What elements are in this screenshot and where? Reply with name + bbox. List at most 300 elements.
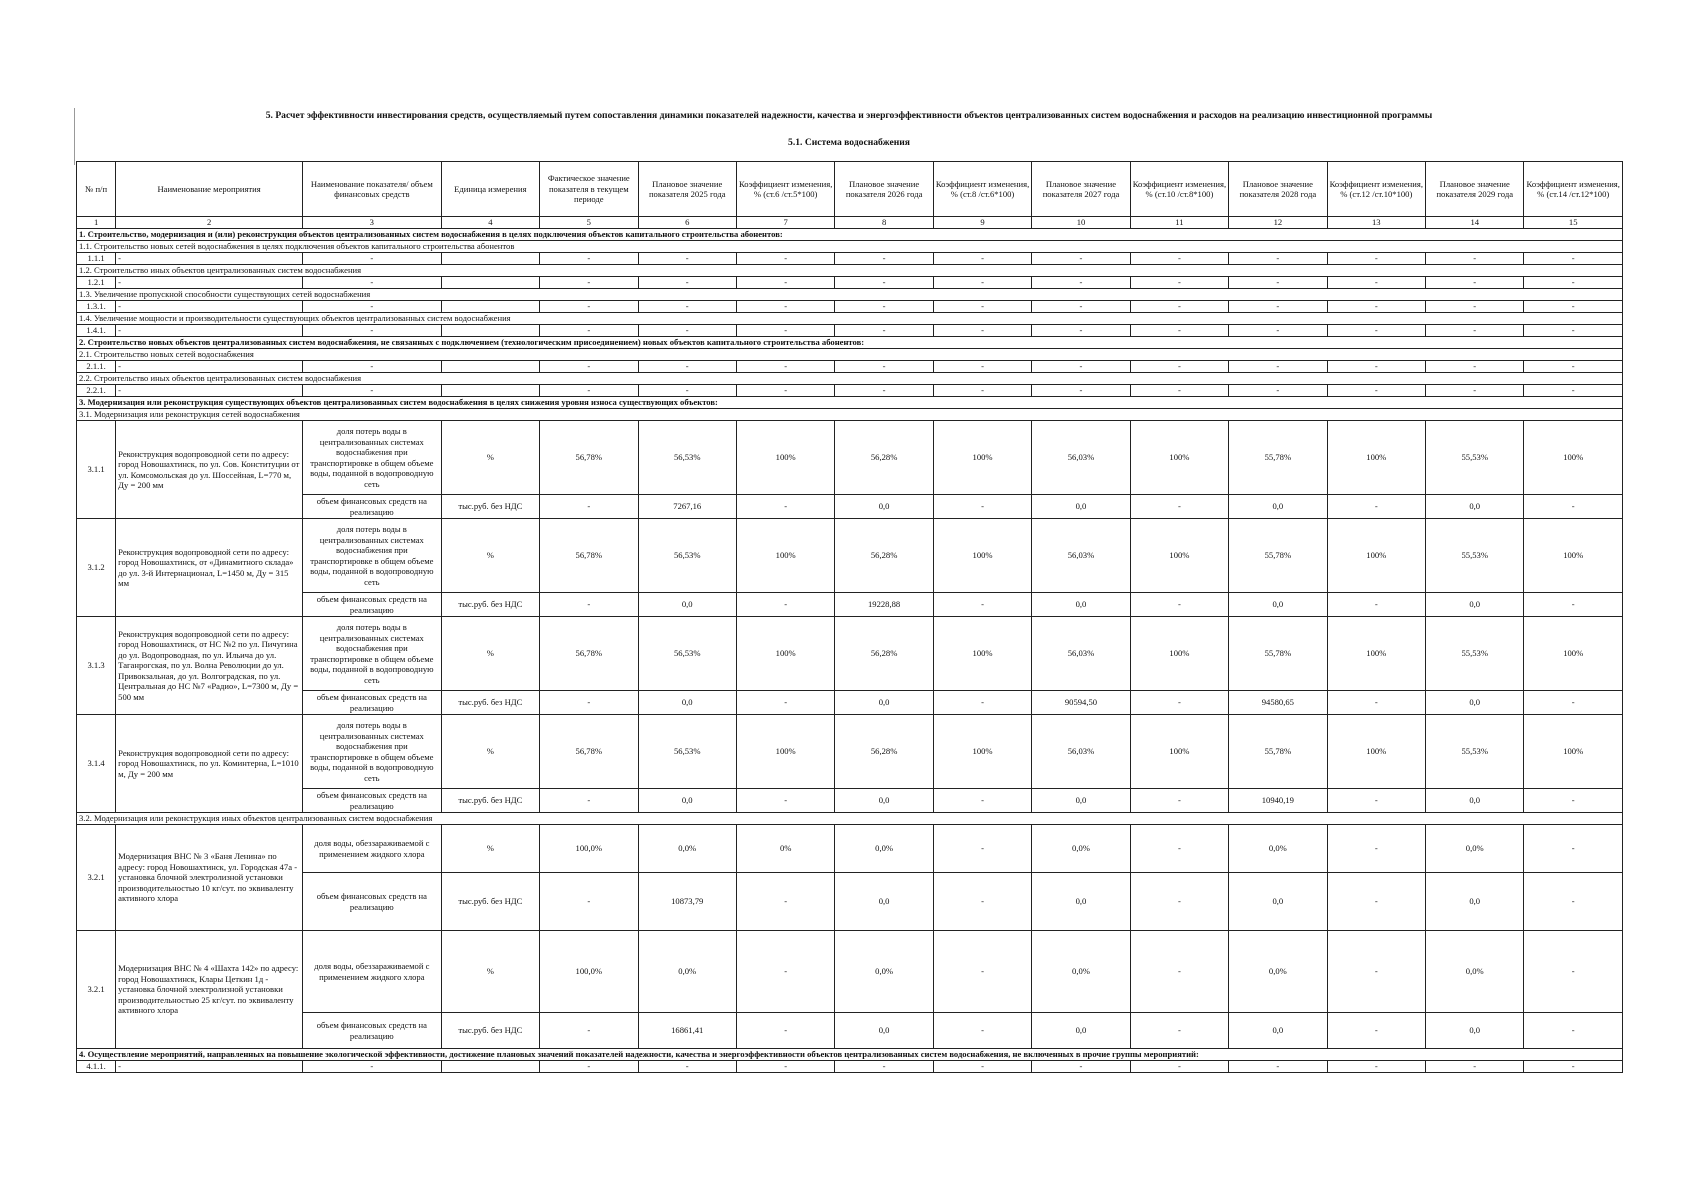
table-cell: - — [1032, 325, 1130, 337]
value-cell: 56,28% — [835, 519, 933, 593]
indicator-name: объем финансовых средств на реализацию — [303, 789, 442, 813]
table-cell: - — [303, 385, 442, 397]
section-row — [77, 265, 1623, 277]
indicator-name: доля воды, обеззараживаемой с применением жидкого хлора — [303, 931, 442, 1013]
value-cell: 100,0% — [540, 825, 638, 873]
column-number: 15 — [1524, 217, 1623, 229]
value-cell: 0,0% — [638, 931, 736, 1013]
indicator-name: объем финансовых средств на реализацию — [303, 1013, 442, 1049]
value-cell: - — [1524, 495, 1623, 519]
row-number: 1.2.1 — [77, 277, 116, 289]
value-cell: - — [1524, 931, 1623, 1013]
value-cell: 55,53% — [1426, 421, 1524, 495]
value-cell: 56,53% — [638, 421, 736, 495]
row-number: 3.1.3 — [77, 617, 116, 715]
table-cell: - — [638, 301, 736, 313]
header-cell: Плановое значение показателя 2029 года — [1426, 162, 1524, 217]
value-cell: 10940,19 — [1229, 789, 1327, 813]
value-cell: 0,0 — [835, 873, 933, 931]
value-cell: - — [1130, 691, 1228, 715]
value-cell: 56,28% — [835, 715, 933, 789]
table-cell: - — [1032, 277, 1130, 289]
table-cell: - — [1229, 253, 1327, 265]
section-title: 2.1. Строительство новых сетей водоснабжения — [77, 349, 1623, 361]
table-cell: - — [1327, 385, 1425, 397]
table-row — [77, 385, 1623, 397]
table-cell: - — [933, 385, 1031, 397]
value-cell: - — [1327, 931, 1425, 1013]
indicator-name: доля потерь воды в централизованных системах водоснабжения при транспортировке в общем объеме воды, поданной в водопроводную сеть — [303, 421, 442, 495]
table-row — [77, 277, 1623, 289]
section-row — [77, 229, 1623, 241]
section-row — [77, 289, 1623, 301]
measure-name: Модернизация ВНС № 4 «Шахта 142» по адресу: город Новошахтинск, Клары Цеткин 1д - установка блочной электролизной установки производительностью 25 кг/сут. по эквиваленту активного хлора — [116, 931, 303, 1049]
value-cell: 7267,16 — [638, 495, 736, 519]
row-number: 1.4.1. — [77, 325, 116, 337]
row-number: 3.1.4 — [77, 715, 116, 813]
value-cell: - — [933, 593, 1031, 617]
table-cell: - — [638, 1061, 736, 1073]
section-title: 1.4. Увеличение мощности и производительности существующих объектов централизованных систем водоснабжения — [77, 313, 1623, 325]
table-cell: - — [835, 1061, 933, 1073]
table-cell: - — [1130, 301, 1228, 313]
value-cell: - — [1327, 873, 1425, 931]
table-cell: - — [540, 325, 638, 337]
table-cell: - — [1426, 253, 1524, 265]
unit-cell: тыс.руб. без НДС — [441, 873, 539, 931]
value-cell: 56,28% — [835, 421, 933, 495]
column-number: 12 — [1229, 217, 1327, 229]
table-cell: - — [1032, 361, 1130, 373]
section-title: 1. Строительство, модернизация и (или) реконструкция объектов централизованных систем водоснабжения в целях подключения объектов капитального строительства абонентов: — [77, 229, 1623, 241]
value-cell: 55,53% — [1426, 519, 1524, 593]
document-subtitle: 5.1. Система водоснабжения — [788, 137, 910, 148]
value-cell: 0,0 — [638, 691, 736, 715]
table-cell — [441, 325, 539, 337]
header-cell: Плановое значение показателя 2027 года — [1032, 162, 1130, 217]
indicator-name: доля потерь воды в централизованных системах водоснабжения при транспортировке в общем объеме воды, поданной в водопроводную сеть — [303, 519, 442, 593]
table-cell: - — [1229, 301, 1327, 313]
value-cell: 0,0% — [638, 825, 736, 873]
unit-cell: тыс.руб. без НДС — [441, 691, 539, 715]
value-cell: - — [540, 691, 638, 715]
table-cell — [441, 277, 539, 289]
value-cell: 56,03% — [1032, 421, 1130, 495]
table-cell: - — [540, 385, 638, 397]
table-cell — [441, 301, 539, 313]
value-cell: 100% — [1130, 715, 1228, 789]
unit-cell: % — [441, 421, 539, 495]
section-title: 1.3. Увеличение пропускной способности существующих сетей водоснабжения — [77, 289, 1623, 301]
header-cell: Плановое значение показателя 2026 года — [835, 162, 933, 217]
value-cell: - — [540, 593, 638, 617]
value-cell: 0,0 — [1426, 593, 1524, 617]
section-title: 1.1. Строительство новых сетей водоснабжения в целях подключения объектов капитального строительства абонентов — [77, 241, 1623, 253]
value-cell: 0,0% — [1032, 825, 1130, 873]
table-cell: - — [1327, 1061, 1425, 1073]
table-cell: - — [1524, 253, 1623, 265]
table-row — [77, 873, 1623, 931]
table-cell: - — [638, 325, 736, 337]
table-cell: - — [1130, 277, 1228, 289]
table-cell: - — [933, 277, 1031, 289]
section-title: 3.2. Модернизация или реконструкция иных объектов централизованных систем водоснабжения — [77, 813, 1623, 825]
row-number: 2.1.1. — [77, 361, 116, 373]
measure-name: Реконструкция водопроводной сети по адресу: город Новошахтинск, по ул. Коминтерна, L=1010 м, Ду = 200 мм — [116, 715, 303, 813]
table-cell: - — [1426, 301, 1524, 313]
value-cell: - — [736, 495, 834, 519]
table-cell: - — [1032, 385, 1130, 397]
table-row — [77, 715, 1623, 789]
value-cell: 0,0 — [1032, 1013, 1130, 1049]
value-cell: 100% — [933, 421, 1031, 495]
table-cell: - — [303, 253, 442, 265]
table-cell: - — [1426, 385, 1524, 397]
table-cell: - — [638, 385, 736, 397]
table-cell: - — [1229, 277, 1327, 289]
table-row — [77, 593, 1623, 617]
table-cell: - — [835, 277, 933, 289]
value-cell: 0,0% — [1229, 931, 1327, 1013]
column-number: 4 — [441, 217, 539, 229]
table-cell: - — [1032, 253, 1130, 265]
column-number: 11 — [1130, 217, 1228, 229]
header-cell: Наименование показателя/ объем финансовых средств — [303, 162, 442, 217]
table-row — [77, 789, 1623, 813]
table-cell: - — [1524, 385, 1623, 397]
value-cell: - — [933, 931, 1031, 1013]
value-cell: - — [1130, 825, 1228, 873]
table-cell: - — [303, 361, 442, 373]
row-number: 3.2.1 — [77, 931, 116, 1049]
value-cell: 100% — [736, 421, 834, 495]
row-number: 3.2.1 — [77, 825, 116, 931]
value-cell: - — [1524, 873, 1623, 931]
section-title: 4. Осуществление мероприятий, направленных на повышение экологической эффективности, достижение плановых значений показателей надежности, качества и энергоэффективности объектов централизованных систем водоснабжения, не включенных в прочие группы мероприятий: — [77, 1049, 1623, 1061]
column-number: 8 — [835, 217, 933, 229]
table-cell: - — [835, 361, 933, 373]
value-cell: 100% — [736, 715, 834, 789]
table-cell: - — [303, 277, 442, 289]
value-cell: 0,0 — [1229, 1013, 1327, 1049]
value-cell: - — [933, 691, 1031, 715]
value-cell: 100% — [736, 617, 834, 691]
table-cell: - — [1524, 277, 1623, 289]
row-number: 2.2.1. — [77, 385, 116, 397]
table-cell: - — [835, 325, 933, 337]
indicator-name: объем финансовых средств на реализацию — [303, 873, 442, 931]
value-cell: - — [736, 873, 834, 931]
measure-name: Реконструкция водопроводной сети по адресу: город Новошахтинск, от НС №2 по ул. Пичугина до ул. Водопроводная, по ул. Ильича до ул. Таганрогская, по ул. Волна Революции до ул. Привокзальная, до ул. Волгоградская, по ул. Центральная до НС №7 «Радио», L=7300 м, Ду = 500 мм — [116, 617, 303, 715]
table-cell: - — [540, 301, 638, 313]
value-cell: 0,0 — [835, 1013, 933, 1049]
value-cell: 55,53% — [1426, 617, 1524, 691]
value-cell: 0% — [736, 825, 834, 873]
value-cell: - — [1327, 691, 1425, 715]
table-cell: - — [1032, 301, 1130, 313]
section-row — [77, 337, 1623, 349]
section-title: 1.2. Строительство иных объектов централизованных систем водоснабжения — [77, 265, 1623, 277]
table-cell: - — [1524, 1061, 1623, 1073]
value-cell: - — [933, 495, 1031, 519]
table-cell: - — [1327, 253, 1425, 265]
table-cell: - — [1229, 361, 1327, 373]
table-cell: - — [933, 301, 1031, 313]
value-cell: 0,0% — [1426, 931, 1524, 1013]
header-cell: Коэффициент изменения, % (ст.6 /ст.5*100) — [736, 162, 834, 217]
table-cell: - — [540, 277, 638, 289]
value-cell: 100% — [1130, 519, 1228, 593]
value-cell: 0,0% — [835, 931, 933, 1013]
table-cell: - — [1426, 1061, 1524, 1073]
value-cell: - — [736, 1013, 834, 1049]
table-cell: - — [1229, 1061, 1327, 1073]
value-cell: 56,78% — [540, 519, 638, 593]
value-cell: - — [1524, 691, 1623, 715]
value-cell: - — [540, 789, 638, 813]
value-cell: - — [933, 825, 1031, 873]
table-cell: - — [303, 1061, 442, 1073]
value-cell: 56,53% — [638, 519, 736, 593]
column-number: 6 — [638, 217, 736, 229]
column-number-row — [77, 217, 1623, 229]
unit-cell: % — [441, 825, 539, 873]
value-cell: - — [1524, 789, 1623, 813]
table-cell: - — [933, 253, 1031, 265]
indicator-name: объем финансовых средств на реализацию — [303, 495, 442, 519]
value-cell: - — [933, 1013, 1031, 1049]
measure-name: - — [116, 361, 303, 373]
measure-name: - — [116, 253, 303, 265]
section-row — [77, 313, 1623, 325]
value-cell: 0,0% — [1426, 825, 1524, 873]
value-cell: 56,03% — [1032, 617, 1130, 691]
table-cell: - — [638, 361, 736, 373]
table-cell: - — [736, 1061, 834, 1073]
value-cell: - — [1327, 825, 1425, 873]
table-cell: - — [540, 361, 638, 373]
value-cell: 0,0 — [1032, 593, 1130, 617]
indicator-name: доля воды, обеззараживаемой с применением жидкого хлора — [303, 825, 442, 873]
value-cell: - — [540, 1013, 638, 1049]
table-row — [77, 325, 1623, 337]
table-cell: - — [1524, 301, 1623, 313]
measure-name: - — [116, 301, 303, 313]
table-cell: - — [1327, 277, 1425, 289]
header-cell: Коэффициент изменения, % (ст.12 /ст.10*100) — [1327, 162, 1425, 217]
value-cell: 100% — [1327, 519, 1425, 593]
value-cell: 56,28% — [835, 617, 933, 691]
section-row — [77, 349, 1623, 361]
header-cell: Единица измерения — [441, 162, 539, 217]
table-cell: - — [1327, 361, 1425, 373]
value-cell: 100% — [1524, 617, 1623, 691]
column-number: 14 — [1426, 217, 1524, 229]
value-cell: - — [736, 691, 834, 715]
table-row — [77, 1013, 1623, 1049]
table-cell — [441, 1061, 539, 1073]
measure-name: Реконструкция водопроводной сети по адресу: город Новошахтинск, по ул. Сов. Конституции от ул. Комсомольская до ул. Шоссейная, L=770 м, Ду = 200 мм — [116, 421, 303, 519]
value-cell: 0,0 — [1426, 691, 1524, 715]
row-number: 4.1.1. — [77, 1061, 116, 1073]
row-number: 3.1.1 — [77, 421, 116, 519]
table-cell: - — [638, 277, 736, 289]
table-row — [77, 421, 1623, 495]
header-cell: № п/п — [77, 162, 116, 217]
table-cell: - — [540, 1061, 638, 1073]
table-cell: - — [1130, 1061, 1228, 1073]
value-cell: - — [1327, 495, 1425, 519]
unit-cell: тыс.руб. без НДС — [441, 1013, 539, 1049]
unit-cell: тыс.руб. без НДС — [441, 495, 539, 519]
value-cell: - — [540, 873, 638, 931]
value-cell: 0,0 — [1229, 873, 1327, 931]
value-cell: - — [540, 495, 638, 519]
header-cell: Плановое значение показателя 2025 года — [638, 162, 736, 217]
table-cell: - — [1426, 325, 1524, 337]
value-cell: - — [736, 789, 834, 813]
value-cell: - — [1327, 593, 1425, 617]
table-cell: - — [933, 361, 1031, 373]
unit-cell: тыс.руб. без НДС — [441, 593, 539, 617]
value-cell: 0,0 — [835, 691, 933, 715]
header-cell: Плановое значение показателя 2028 года — [1229, 162, 1327, 217]
row-number: 1.1.1 — [77, 253, 116, 265]
table-cell: - — [1327, 301, 1425, 313]
unit-cell: тыс.руб. без НДС — [441, 789, 539, 813]
table-cell: - — [736, 301, 834, 313]
measure-name: Модернизация ВНС № 3 «Баня Ленина» по адресу: город Новошахтинск, ул. Городская 47а - установка блочной электролизной установки производительностью 10 кг/сут. по эквиваленту активного хлора — [116, 825, 303, 931]
value-cell: 0,0 — [1426, 1013, 1524, 1049]
value-cell: 94580,65 — [1229, 691, 1327, 715]
header-row — [77, 162, 1623, 217]
table-cell: - — [1327, 325, 1425, 337]
value-cell: 55,78% — [1229, 421, 1327, 495]
unit-cell: % — [441, 519, 539, 593]
table-cell: - — [1524, 361, 1623, 373]
value-cell: 100% — [1524, 421, 1623, 495]
value-cell: 0,0 — [638, 593, 736, 617]
table-row — [77, 931, 1623, 1013]
value-cell: 100% — [736, 519, 834, 593]
value-cell: 0,0 — [1229, 593, 1327, 617]
value-cell: 56,53% — [638, 617, 736, 691]
table-row — [77, 519, 1623, 593]
header-cell: Коэффициент изменения, % (ст.14 /ст.12*100) — [1524, 162, 1623, 217]
value-cell: 55,53% — [1426, 715, 1524, 789]
table-cell: - — [638, 253, 736, 265]
value-cell: 0,0% — [1229, 825, 1327, 873]
value-cell: 16861,41 — [638, 1013, 736, 1049]
table-body — [77, 162, 1623, 1073]
table-cell: - — [1229, 385, 1327, 397]
section-row — [77, 397, 1623, 409]
value-cell: 56,03% — [1032, 715, 1130, 789]
value-cell: - — [736, 931, 834, 1013]
table-cell: - — [1524, 325, 1623, 337]
table-cell — [441, 361, 539, 373]
table-cell: - — [1426, 361, 1524, 373]
value-cell: 100% — [1327, 715, 1425, 789]
value-cell: 100,0% — [540, 931, 638, 1013]
value-cell: - — [1524, 593, 1623, 617]
column-number: 3 — [303, 217, 442, 229]
value-cell: - — [736, 593, 834, 617]
unit-cell: % — [441, 931, 539, 1013]
value-cell: 0,0% — [835, 825, 933, 873]
table-cell: - — [736, 385, 834, 397]
value-cell: - — [1524, 1013, 1623, 1049]
value-cell: - — [1130, 873, 1228, 931]
indicator-name: объем финансовых средств на реализацию — [303, 691, 442, 715]
value-cell: 0,0 — [1426, 789, 1524, 813]
table-cell: - — [1130, 325, 1228, 337]
table-row — [77, 253, 1623, 265]
value-cell: - — [933, 873, 1031, 931]
value-cell: 100% — [933, 715, 1031, 789]
table-cell: - — [303, 301, 442, 313]
value-cell: 0,0% — [1032, 931, 1130, 1013]
value-cell: 56,53% — [638, 715, 736, 789]
value-cell: 0,0 — [1032, 495, 1130, 519]
value-cell: 56,78% — [540, 421, 638, 495]
measure-name: - — [116, 325, 303, 337]
measure-name: Реконструкция водопроводной сети по адресу: город Новошахтинск, от «Динамитного склада» до ул. 3-й Интернационал, L=1450 м, Ду = 315 мм — [116, 519, 303, 617]
measure-name: - — [116, 277, 303, 289]
table-cell: - — [1032, 1061, 1130, 1073]
measure-name: - — [116, 1061, 303, 1073]
value-cell: 10873,79 — [638, 873, 736, 931]
indicator-name: доля потерь воды в централизованных системах водоснабжения при транспортировке в общем объеме воды, поданной в водопроводную сеть — [303, 715, 442, 789]
measure-name: - — [116, 385, 303, 397]
column-number: 1 — [77, 217, 116, 229]
efficiency-table — [76, 161, 1623, 1073]
table-cell: - — [933, 325, 1031, 337]
row-number: 3.1.2 — [77, 519, 116, 617]
value-cell: 100% — [933, 519, 1031, 593]
table-row — [77, 825, 1623, 873]
column-number: 7 — [736, 217, 834, 229]
value-cell: 90594,50 — [1032, 691, 1130, 715]
value-cell: 100% — [1524, 715, 1623, 789]
value-cell: - — [1130, 593, 1228, 617]
column-number: 13 — [1327, 217, 1425, 229]
section-row — [77, 813, 1623, 825]
section-title: 3. Модернизация или реконструкция существующих объектов централизованных систем водоснабжения в целях снижения уровня износа существующих объектов: — [77, 397, 1623, 409]
value-cell: 0,0 — [1426, 873, 1524, 931]
section-row — [77, 373, 1623, 385]
value-cell: 56,78% — [540, 617, 638, 691]
table-cell: - — [1130, 385, 1228, 397]
value-cell: 19228,88 — [835, 593, 933, 617]
value-cell: 100% — [1327, 421, 1425, 495]
value-cell: 100% — [933, 617, 1031, 691]
section-row — [77, 409, 1623, 421]
value-cell: - — [1130, 789, 1228, 813]
table-row — [77, 301, 1623, 313]
table-row — [77, 361, 1623, 373]
table-row — [77, 617, 1623, 691]
value-cell: 56,78% — [540, 715, 638, 789]
unit-cell: % — [441, 617, 539, 691]
value-cell: 100% — [1524, 519, 1623, 593]
value-cell: - — [1327, 1013, 1425, 1049]
indicator-name: объем финансовых средств на реализацию — [303, 593, 442, 617]
section-title: 3.1. Модернизация или реконструкция сетей водоснабжения — [77, 409, 1623, 421]
value-cell: 55,78% — [1229, 519, 1327, 593]
table-cell: - — [1130, 361, 1228, 373]
table-cell: - — [1130, 253, 1228, 265]
